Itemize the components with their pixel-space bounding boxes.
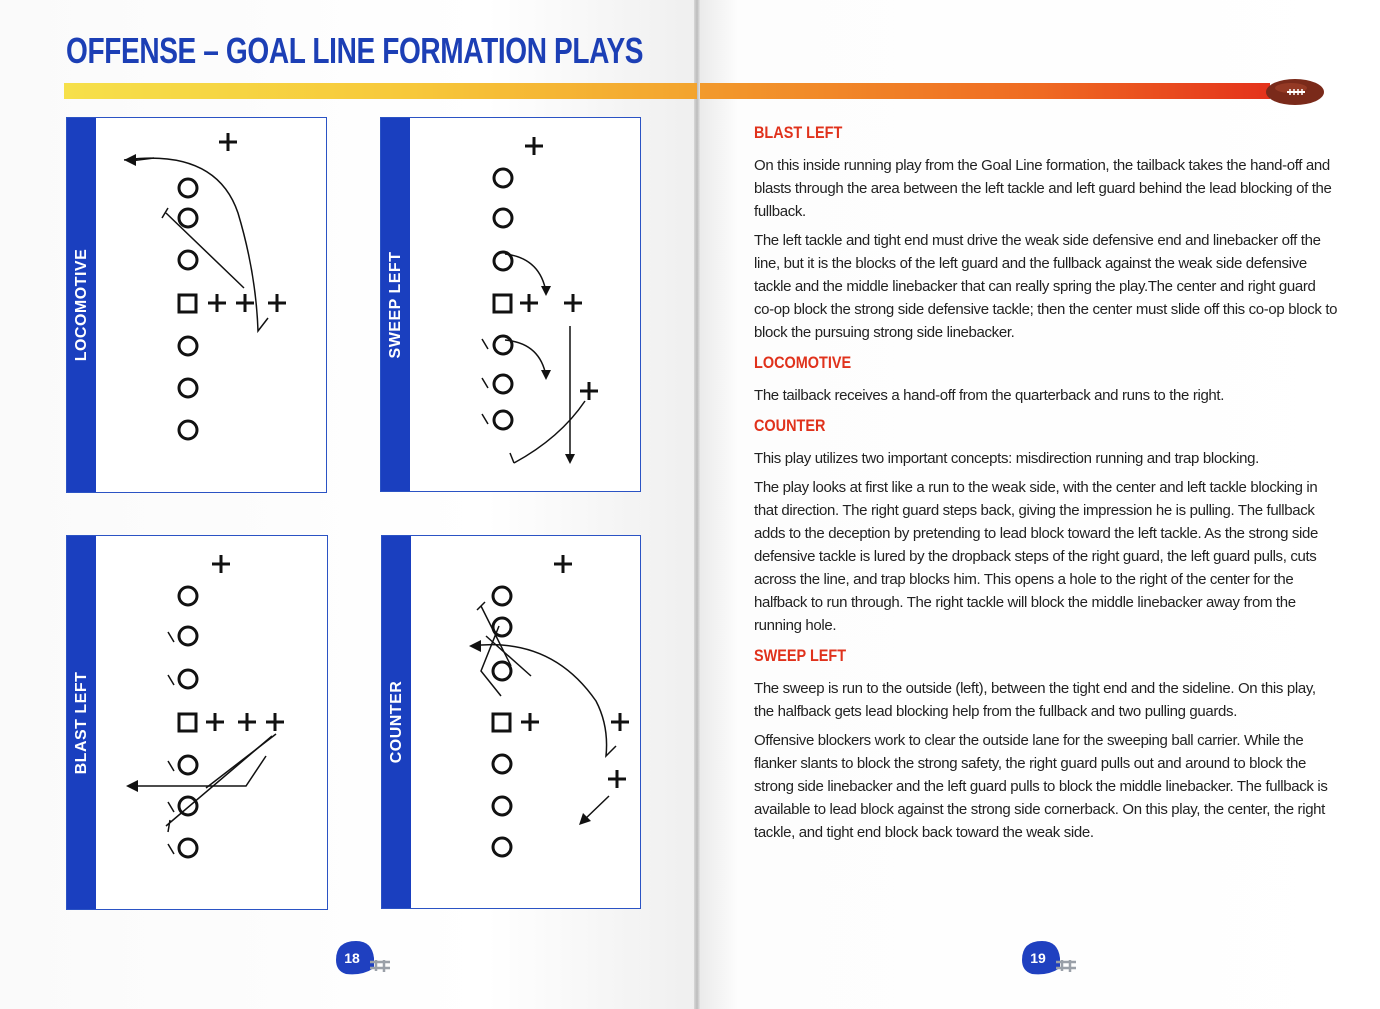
play-diagram-sweep-left <box>410 118 641 491</box>
section-title: COUNTER <box>754 416 826 435</box>
page-number-left <box>332 938 394 978</box>
page-number: 19 <box>1030 950 1046 966</box>
diagram-blast-left <box>66 535 328 910</box>
diagram-sweep-left <box>380 117 641 492</box>
diagram-label: LOCOMOTIVE <box>72 248 90 362</box>
play-diagram-locomotive <box>96 118 327 492</box>
section-title: LOCOMOTIVE <box>754 353 852 372</box>
play-diagram-blast-left <box>96 536 328 909</box>
diagram-label: SWEEP LEFT <box>386 251 404 358</box>
section-title: SWEEP LEFT <box>754 646 847 665</box>
diagram-label-band <box>67 536 96 909</box>
section-locomotive <box>754 352 1339 407</box>
diagram-label-band <box>381 118 410 491</box>
diagram-label-band <box>67 118 96 492</box>
section-title: BLAST LEFT <box>754 123 843 142</box>
title-stripe-right <box>700 83 1270 99</box>
section-paragraph: The play looks at first like a run to the weak side, with the center and left tackle blocking in that direction. The right guard steps back, giving the impression he is pulling. The fullback adds to the deception by pretending to lead block toward the left tackle. As the strong side defensive tackle is lured by the dropback steps of the right guard, the left guard pulls, cuts across the line, and trap blocks him. This opens a hole to the right of the center for the halfback to run through. The right tackle will block the middle linebacker away from the running hole. <box>754 479 1319 634</box>
diagram-locomotive <box>66 117 327 493</box>
play-descriptions <box>754 122 1339 850</box>
section-counter <box>754 415 1339 637</box>
play-diagram-counter <box>411 536 641 908</box>
football-icon <box>1265 78 1325 106</box>
diagram-label-band <box>382 536 411 908</box>
diagram-label: COUNTER <box>387 680 405 764</box>
page-number: 18 <box>344 950 360 966</box>
section-paragraph: The sweep is run to the outside (left), between the tight end and the sideline. On this play, the halfback gets lead blocking help from the fullback and two pulling guards. <box>754 680 1316 720</box>
section-paragraph: The left tackle and tight end must drive the weak side defensive end and linebacker off the line, but it is the blocks of the left guard and the fullback against the weak side defensive tackle and the middle linebacker that can really spring the play.The center and right guard co-op block the strong side defensive tackle; then the center must slide off this co-op block to block the pursuing strong side linebacker. <box>754 232 1338 341</box>
diagram-label: BLAST LEFT <box>72 671 90 774</box>
book-spine <box>694 0 700 1009</box>
page-number-right <box>1018 938 1080 978</box>
section-sweep-left <box>754 645 1339 844</box>
title-stripe-left <box>64 83 697 99</box>
page-title: OFFENSE – GOAL LINE FORMATION PLAYS <box>66 30 644 71</box>
diagram-counter <box>381 535 641 909</box>
section-paragraph: On this inside running play from the Goal Line formation, the tailback takes the hand-off and blasts through the area between the left tackle and left guard behind the lead blocking of the fullback. <box>754 157 1332 220</box>
section-paragraph: The tailback receives a hand-off from the quarterback and runs to the right. <box>754 387 1225 404</box>
section-paragraph: This play utilizes two important concepts: misdirection running and trap blocking. <box>754 450 1259 467</box>
section-paragraph: Offensive blockers work to clear the outside lane for the sweeping ball carrier. While the flanker slants to block the strong safety, the right guard pulls out and around to block the strong side linebacker and the left guard pulls to block the middle linebacker. The fullback is available to lead block against the strong side cornerback. On this play, the center, the right tackle, and tight end block back toward the weak side. <box>754 732 1328 841</box>
section-blast-left <box>754 122 1339 344</box>
